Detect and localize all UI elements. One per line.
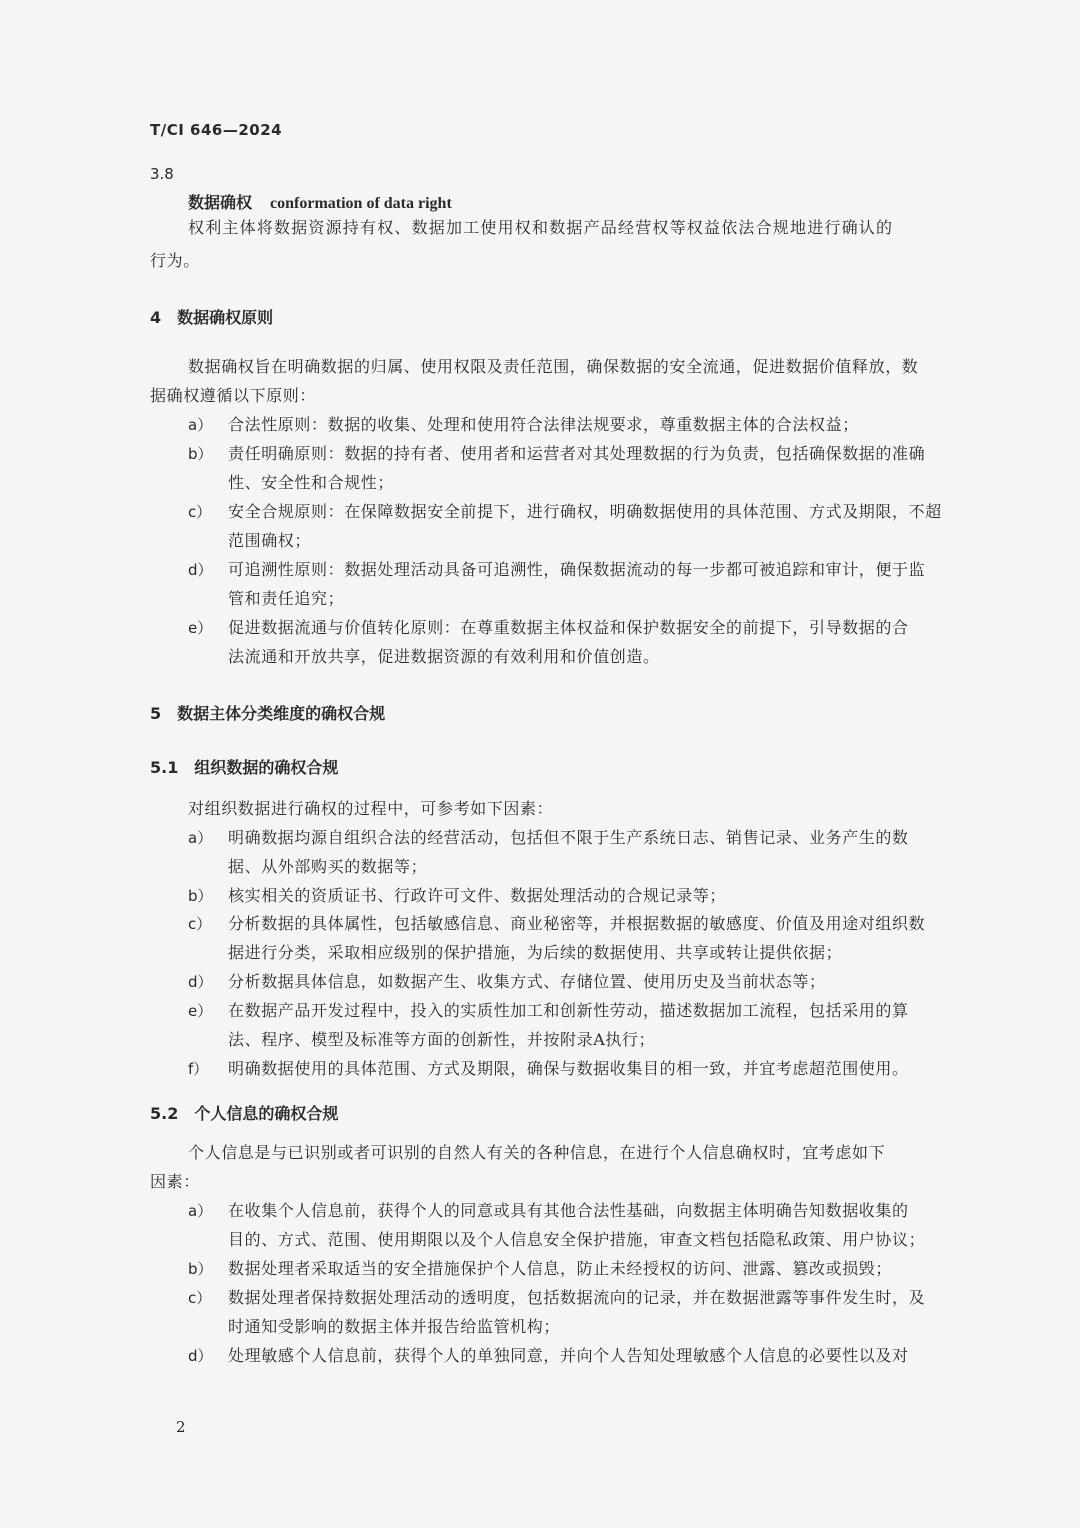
list-item-text: 数据处理者保持数据处理活动的透明度，包括数据流向的记录，并在数据泄露等事件发生时，及	[228, 1288, 926, 1307]
subsection-heading: 5.2 个人信息的确权合规	[150, 1104, 339, 1123]
list-item-text: 法流通和开放共享，促进数据资源的有效利用和价值创造。	[228, 647, 660, 666]
paragraph-line: 数据确权旨在明确数据的归属、使用权限及责任范围，确保数据的安全流通，促进数据价值释放，数	[188, 357, 919, 376]
list-item-text: 促进数据流通与价值转化原则：在尊重数据主体权益和保护数据安全的前提下，引导数据的合	[228, 618, 909, 637]
list-item-text: 合法性原则：数据的收集、处理和使用符合法律法规要求，尊重数据主体的合法权益；	[228, 415, 859, 434]
clause-number: 3.8	[150, 165, 174, 183]
list-item-text: 管和责任追究；	[228, 589, 345, 608]
list-label: d）	[188, 973, 213, 991]
paragraph-line: 对组织数据进行确权的过程中，可参考如下因素：	[188, 799, 554, 818]
list-label: c）	[188, 915, 212, 933]
list-item-text: 据进行分类，采取相应级别的保护措施，为后续的数据使用、共享或转让提供依据；	[228, 943, 843, 962]
list-label: a）	[188, 1202, 213, 1220]
list-item-text: 时通知受影响的数据主体并报告给监管机构；	[228, 1317, 561, 1336]
list-item-text: 性、安全性和合规性；	[228, 473, 395, 492]
list-label: b）	[188, 445, 213, 463]
list-label: b）	[188, 887, 213, 905]
list-item-text: 据、从外部购买的数据等；	[228, 857, 428, 876]
list-label: c）	[188, 503, 212, 521]
standard-number: T/CI 646—2024	[150, 121, 283, 139]
list-item-text: 在收集个人信息前，获得个人的同意或具有其他合法性基础，向数据主体明确告知数据收集的	[228, 1201, 909, 1220]
paragraph-line: 因素：	[150, 1172, 200, 1191]
list-item-text: 处理敏感个人信息前，获得个人的单独同意，并向个人告知处理敏感个人信息的必要性以及对	[228, 1346, 909, 1365]
list-item-text: 安全合规原则：在保障数据安全前提下，进行确权，明确数据使用的具体范围、方式及期限，不超	[228, 502, 942, 521]
definition-line: 权利主体将数据资源持有权、数据加工使用权和数据产品经营权等权益依法合规地进行确认的	[188, 218, 894, 237]
list-item-text: 分析数据的具体属性，包括敏感信息、商业秘密等，并根据数据的敏感度、价值及用途对组织数	[228, 914, 926, 933]
list-item-text: 在数据产品开发过程中，投入的实质性加工和创新性劳动，描述数据加工流程，包括采用的算	[228, 1001, 909, 1020]
list-label: b）	[188, 1260, 213, 1278]
list-label: a）	[188, 416, 213, 434]
list-item-text: 明确数据均源自组织合法的经营活动，包括但不限于生产系统日志、销售记录、业务产生的数	[228, 828, 909, 847]
list-label: d）	[188, 1347, 213, 1365]
section-heading: 5 数据主体分类维度的确权合规	[150, 704, 386, 723]
list-label: c）	[188, 1289, 212, 1307]
definition-line: 行为。	[150, 251, 200, 270]
subsection-heading: 5.1 组织数据的确权合规	[150, 758, 339, 777]
list-item-text: 责任明确原则：数据的持有者、使用者和运营者对其处理数据的行为负责，包括确保数据的准确	[228, 444, 926, 463]
list-label: f）	[188, 1060, 209, 1078]
list-label: a）	[188, 829, 213, 847]
list-item-text: 法、程序、模型及标准等方面的创新性，并按附录A执行；	[228, 1030, 656, 1049]
list-item-text: 分析数据具体信息，如数据产生、收集方式、存储位置、使用历史及当前状态等；	[228, 972, 826, 991]
list-item-text: 数据处理者采取适当的安全措施保护个人信息，防止未经授权的访问、泄露、篡改或损毁；	[228, 1259, 893, 1278]
paragraph-line: 个人信息是与已识别或者可识别的自然人有关的各种信息，在进行个人信息确权时，宜考虑如下	[188, 1143, 886, 1162]
term-entry	[188, 190, 452, 213]
list-label: e）	[188, 619, 213, 637]
list-item-text: 范围确权；	[228, 531, 312, 550]
list-item-text: 目的、方式、范围、使用期限以及个人信息安全保护措施，审查文档包括隐私政策、用户协议；	[228, 1230, 926, 1249]
term-english: conformation of data right	[270, 195, 452, 212]
list-item-text: 可追溯性原则：数据处理活动具备可追溯性，确保数据流动的每一步都可被追踪和审计，便于监	[228, 560, 926, 579]
term-chinese: 数据确权	[188, 193, 253, 212]
page-number: 2	[176, 1418, 186, 1436]
list-label: e）	[188, 1002, 213, 1020]
paragraph-line: 据确权遵循以下原则：	[150, 386, 317, 405]
list-label: d）	[188, 561, 213, 579]
list-item-text: 明确数据使用的具体范围、方式及期限，确保与数据收集目的相一致，并宜考虑超范围使用。	[228, 1059, 909, 1078]
list-item-text: 核实相关的资质证书、行政许可文件、数据处理活动的合规记录等；	[228, 886, 727, 905]
section-heading: 4 数据确权原则	[150, 308, 274, 327]
